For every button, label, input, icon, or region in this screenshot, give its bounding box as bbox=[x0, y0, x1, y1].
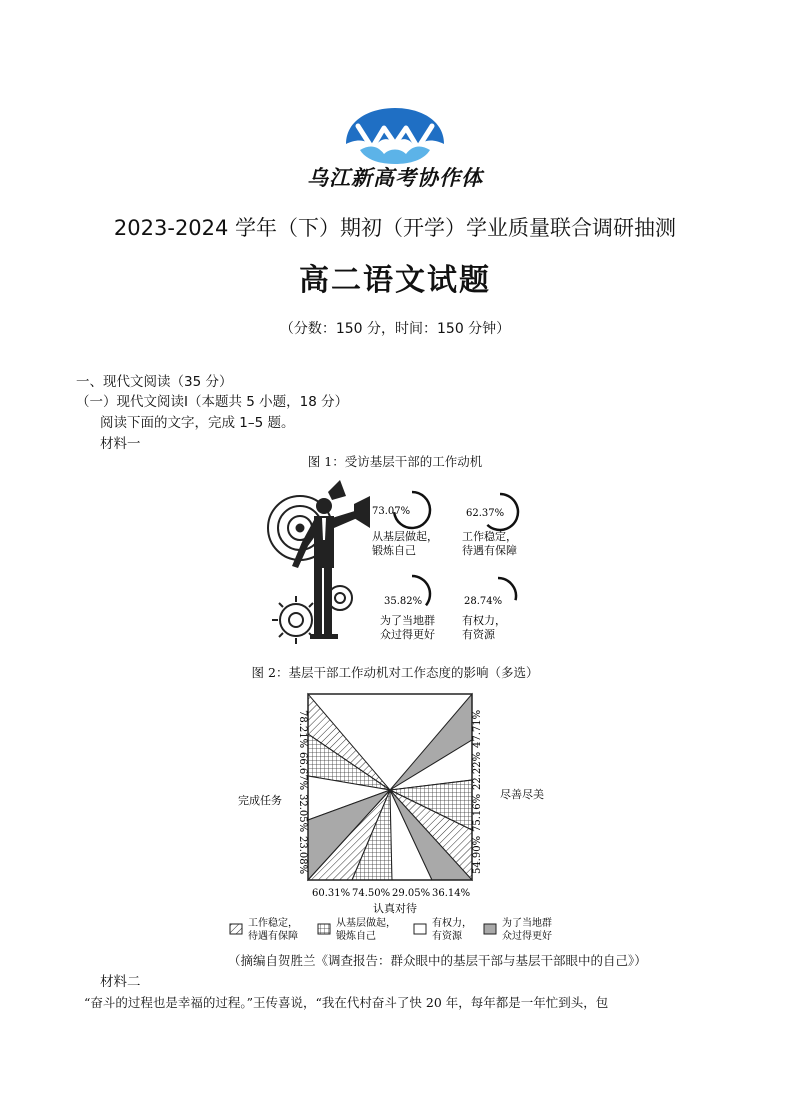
score-line: （分数：150 分，时间：150 分钟） bbox=[279, 321, 511, 337]
figure2-graphic bbox=[228, 680, 568, 950]
wave-logo-icon bbox=[340, 104, 450, 166]
f1-value-2: 62.37% bbox=[466, 508, 505, 519]
f2-bottom-value-1: 60.31% bbox=[312, 888, 351, 899]
f1-label-3b: 众过得更好 bbox=[380, 628, 435, 641]
f1-value-3: 35.82% bbox=[384, 596, 423, 607]
f2-right-value-4: 54.90% bbox=[472, 835, 483, 874]
f2-left-value-1: 78.21% bbox=[297, 710, 308, 749]
f2-bottom-value-4: 36.14% bbox=[432, 888, 471, 899]
f2-left-label: 完成任务 bbox=[238, 794, 282, 807]
f1-label-2a: 工作稳定， bbox=[462, 530, 517, 543]
f1-label-4a: 有权力， bbox=[462, 614, 506, 627]
figure2-caption: 图 2：基层干部工作动机对工作态度的影响（多选） bbox=[251, 665, 539, 680]
f2-right-value-2: 22.22% bbox=[472, 751, 483, 790]
legend-1b: 待遇有保障 bbox=[248, 931, 298, 942]
f2-left-value-4: 23.08% bbox=[297, 836, 308, 875]
figure1-graphic bbox=[262, 470, 542, 650]
f1-label-4b: 有资源 bbox=[462, 628, 495, 641]
f1-label-1b: 锻炼自己 bbox=[372, 544, 416, 557]
legend-swatch-diagonal bbox=[230, 924, 242, 934]
material2-first-line: “奋斗的过程也是幸福的过程。”王传喜说，“我在代村奋斗了快 20 年，每年都是一年忙到头，包 bbox=[84, 995, 609, 1010]
f2-bottom-label: 认真对待 bbox=[373, 902, 417, 915]
f1-label-3a: 为了当地群 bbox=[380, 614, 435, 627]
f1-label-1a: 从基层做起， bbox=[372, 530, 438, 543]
f2-right-value-1: 47.71% bbox=[472, 709, 483, 748]
legend-swatch-white bbox=[414, 924, 426, 934]
legend-1a: 工作稳定， bbox=[248, 918, 298, 929]
logo bbox=[340, 104, 450, 166]
exam-line: 2023-2024 学年（下）期初（开学）学业质量联合调研抽测 bbox=[113, 216, 677, 240]
figure1 bbox=[262, 470, 542, 650]
f1-value-4: 28.74% bbox=[464, 596, 503, 607]
section-heading: 一、现代文阅读（35 分） bbox=[76, 374, 233, 390]
legend-3b: 有资源 bbox=[432, 931, 462, 942]
f2-right-label: 尽善尽美 bbox=[500, 788, 544, 801]
f2-left-value-3: 32.05% bbox=[297, 794, 308, 833]
legend-4b: 众过得更好 bbox=[502, 931, 552, 942]
f2-left-value-2: 66.67% bbox=[297, 752, 308, 791]
paper-title: 高二语文试题 bbox=[299, 263, 491, 298]
org-name: 乌江新高考协作体 bbox=[307, 166, 483, 190]
legend-swatch-grid bbox=[318, 924, 330, 934]
material2-label: 材料二 bbox=[100, 974, 141, 990]
sub-heading: （一）现代文阅读Ⅰ（本题共 5 小题，18 分） bbox=[76, 394, 349, 410]
figure2-source: （摘编自贺胜兰《调查报告：群众眼中的基层干部与基层干部眼中的自己》） bbox=[228, 953, 647, 968]
f1-label-2b: 待遇有保障 bbox=[462, 544, 517, 557]
instruction: 阅读下面的文字，完成 1–5 题。 bbox=[100, 415, 295, 431]
figure2 bbox=[228, 680, 568, 950]
legend-3a: 有权力， bbox=[432, 918, 472, 929]
f2-bottom-value-3: 29.05% bbox=[392, 888, 431, 899]
f2-right-value-3: 75.16% bbox=[472, 793, 483, 832]
legend-4a: 为了当地群 bbox=[502, 918, 552, 929]
figure1-caption: 图 1：受访基层干部的工作动机 bbox=[307, 454, 483, 469]
legend-2a: 从基层做起， bbox=[336, 918, 396, 929]
material1-label: 材料一 bbox=[100, 436, 141, 452]
f1-value-1: 73.07% bbox=[372, 506, 411, 517]
legend-2b: 锻炼自己 bbox=[336, 931, 376, 942]
f2-bottom-value-2: 74.50% bbox=[352, 888, 391, 899]
legend-swatch-gray bbox=[484, 924, 496, 934]
